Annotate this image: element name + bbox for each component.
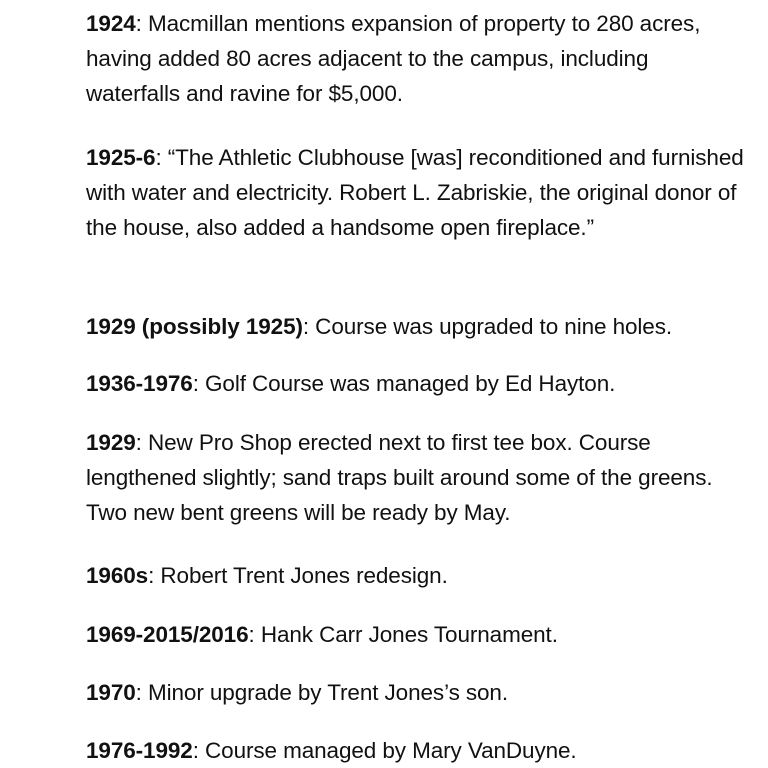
- entry-text: : Course was upgraded to nine holes.: [302, 314, 673, 339]
- entry-text: : Golf Course was managed by Ed Hayton.: [192, 371, 616, 396]
- entry-year: 1969-2015/2016: [86, 622, 249, 647]
- entry-year: 1925-6: [86, 145, 156, 170]
- entry-text: : “The Athletic Clubhouse [was] reconditioned and furnished with water and electricity. Robert L. Zabriskie, the original donor of the house, also added a handsome open fireplace.”: [86, 145, 744, 240]
- entry-text: : Course managed by Mary VanDuyne.: [192, 738, 577, 763]
- timeline-entry-1976-1992: [86, 733, 746, 768]
- entry-text: : Macmillan mentions expansion of property to 280 acres, having added 80 acres adjacent to the campus, including waterfalls and ravine for $5,000.: [86, 11, 701, 106]
- entry-text: : New Pro Shop erected next to first tee box. Course lengthened slightly; sand traps built around some of the greens. Two new bent greens will be ready by May.: [86, 430, 713, 525]
- entry-year: 1976-1992: [86, 738, 193, 763]
- timeline-entry-1924: [86, 6, 746, 111]
- entry-text: : Robert Trent Jones redesign.: [148, 563, 448, 588]
- timeline-entry-1969-2015-2016: [86, 617, 746, 652]
- timeline-entry-1925-6: [86, 140, 746, 245]
- entry-year: 1929 (possibly 1925): [86, 314, 303, 339]
- timeline-entry-1936-1976: [86, 366, 746, 401]
- entry-text: : Minor upgrade by Trent Jones’s son.: [135, 680, 508, 705]
- entry-year: 1929: [86, 430, 136, 455]
- timeline-entry-1970: [86, 675, 746, 710]
- timeline-entry-1960s: [86, 558, 746, 593]
- timeline-entry-1929: [86, 425, 746, 530]
- entry-year: 1924: [86, 11, 136, 36]
- entry-year: 1960s: [86, 563, 149, 588]
- entry-year: 1970: [86, 680, 136, 705]
- entry-year: 1936-1976: [86, 371, 193, 396]
- entry-text: : Hank Carr Jones Tournament.: [248, 622, 558, 647]
- timeline-entry-1929-possibly-1925: [86, 309, 746, 344]
